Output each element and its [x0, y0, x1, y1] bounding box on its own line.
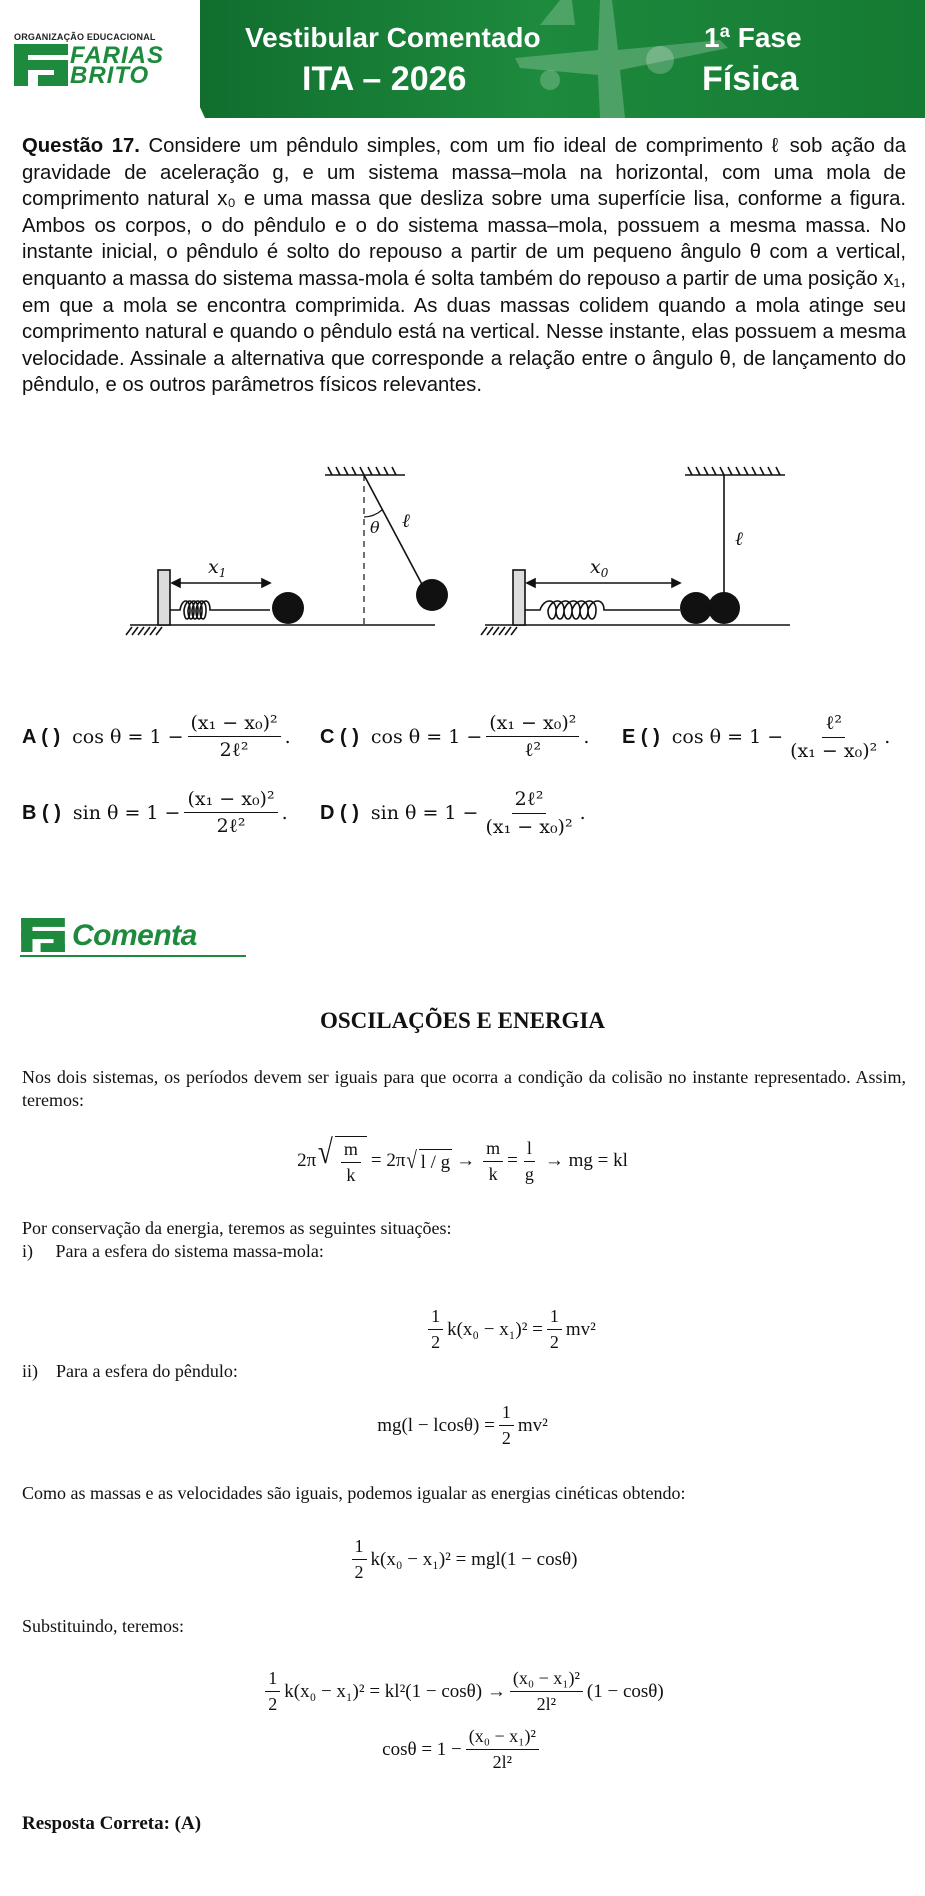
- equation-periods: 2π √ $\frac{m}{k}$ = 2π √ l / g → $\frac{m}{k}$ = $\frac{l}{g}$ → mg = kl: [297, 1134, 628, 1185]
- physics-figure: [120, 455, 800, 655]
- brand-word-brito: BRITO: [70, 62, 150, 89]
- fb-logo-icon: [14, 44, 68, 86]
- solution-paragraph-4: Substituindo, teremos:: [22, 1616, 184, 1636]
- solution-paragraph-2: Por conservação da energia, teremos as seguintes situações:: [22, 1218, 452, 1238]
- page-header: [0, 0, 925, 120]
- spring-mass-left: [272, 592, 304, 624]
- question-body: Considere um pêndulo simples, com um fio ideal de comprimento ℓ sob ação da gravidade de aceleração g, e um sistema massa–mola na horizontal, com uma mola de comprimento natural x₀ e uma massa que desliza sobre uma superfície lisa, conforme a figura. Ambos os corpos, o do pêndulo e o do sistema massa–mola, possuem a mesma massa. No instante inicial, o pêndulo é solto do repouso a partir de um pequeno ângulo θ com a vertical, enquanto a massa do sistema massa-mola é solta também do repouso a partir de uma posição x₁, em que a mola se encontra comprimida. As duas massas colidem quando a mola atinge seu comprimento natural e quando o pêndulo está na vertical. Nesse instante, elas possuem a mesma velocidade. Assinale a alternativa que corresponde a relação entre o ângulo θ, de lançamento do pêndulo, e os outros parâmetros físicos relevantes.: [22, 135, 906, 397]
- comenta-title: Comenta: [72, 919, 197, 952]
- solution-paragraph-1: Nos dois sistemas, os períodos devem ser iguais para que ocorra a condição da colisão no instante representado. Assim, teremos:: [22, 1067, 906, 1110]
- header-subject: Física: [702, 60, 799, 98]
- spring-natural: [525, 601, 680, 619]
- brand-word-farias: FARIAS: [70, 42, 165, 69]
- wall-left: [158, 570, 170, 625]
- header-phase: 1ª Fase: [704, 22, 802, 53]
- equation-energy-equal: $\frac{1}{2}$ k(x₀ − x₁)² = mgl(1 − cosθ): [0, 1536, 925, 1583]
- equation-spring-energy: $\frac{1}{2}$ k(x₀ − x₁)² = $\frac{1}{2}$ mv²: [0, 1306, 925, 1353]
- equation-final: cosθ = 1 − $\frac{\text{(x₀ − x₁)²}}{\text{2l²}}$: [0, 1726, 925, 1773]
- alternative-a[interactable]: A ( ) cos θ = 1 − $\frac{\text{(x₁ − x₀)²}}{\text{2ℓ²}}$ .: [22, 712, 291, 761]
- header-exam: ITA – 2026: [302, 60, 467, 98]
- floor-hatch-right: [481, 627, 517, 635]
- ceiling-hatch-left: [328, 467, 396, 475]
- solution-item-1: i) Para a esfera do sistema massa-mola:: [22, 1241, 324, 1261]
- wall-right: [513, 570, 525, 625]
- alternative-b[interactable]: B ( ) sin θ = 1 − $\frac{\text{(x₁ − x₀)²}}{\text{2ℓ²}}$ .: [22, 788, 288, 837]
- pendulum-bob-left: [416, 579, 448, 611]
- comenta-underline: [20, 955, 246, 957]
- spring-compressed: [170, 601, 270, 619]
- organization-label: ORGANIZAÇÃO EDUCACIONAL: [14, 32, 156, 42]
- label-x1: $x_1$: [208, 556, 227, 580]
- question-label: Questão 17.: [22, 135, 140, 157]
- logo-block: [0, 0, 200, 120]
- correct-answer: Resposta Correta: (A): [22, 1813, 202, 1834]
- alternative-c[interactable]: C ( ) cos θ = 1 − $\frac{\text{(x₁ − x₀)²}}{\text{ℓ²}}$ .: [320, 712, 590, 761]
- solution-title: OSCILAÇÕES E ENERGIA: [319, 1008, 606, 1033]
- header-title: Vestibular Comentado: [245, 22, 541, 53]
- theta-arc: [364, 510, 382, 517]
- equation-substitution: $\frac{1}{2}$ k(x₀ − x₁)² = kl²(1 − cosθ) → $\frac{\text{(x₀ − x₁)²}}{\text{2l²}}$ (1 − cosθ): [0, 1668, 925, 1715]
- alternative-e[interactable]: E ( ) cos θ = 1 − $\frac{\text{ℓ²}}{\text{(x₁ − x₀)²}}$ .: [622, 712, 891, 762]
- alternative-d[interactable]: D ( ) sin θ = 1 − $\frac{\text{2ℓ²}}{\text{(x₁ − x₀)²}}$ .: [320, 788, 586, 838]
- pendulum-bob-right: [708, 592, 740, 624]
- solution-paragraph-3: Como as massas e as velocidades são iguais, podemos igualar as energias cinéticas obtendo:: [22, 1483, 686, 1503]
- solution-item-2: ii) Para a esfera do pêndulo:: [22, 1361, 238, 1381]
- label-x0: $x_0$: [590, 556, 609, 580]
- comenta-fb-icon: [20, 918, 66, 952]
- label-l-left: ℓ: [402, 510, 410, 532]
- question-text: [22, 133, 906, 399]
- label-l-right: ℓ: [735, 528, 743, 550]
- equation-pendulum-energy: mg(l − lcosθ) = $\frac{1}{2}$ mv²: [377, 1402, 548, 1448]
- label-theta: θ: [370, 518, 380, 537]
- floor-hatch-left: [126, 627, 162, 635]
- spring-mass-right: [680, 592, 712, 624]
- ceiling-hatch-right: [688, 467, 780, 475]
